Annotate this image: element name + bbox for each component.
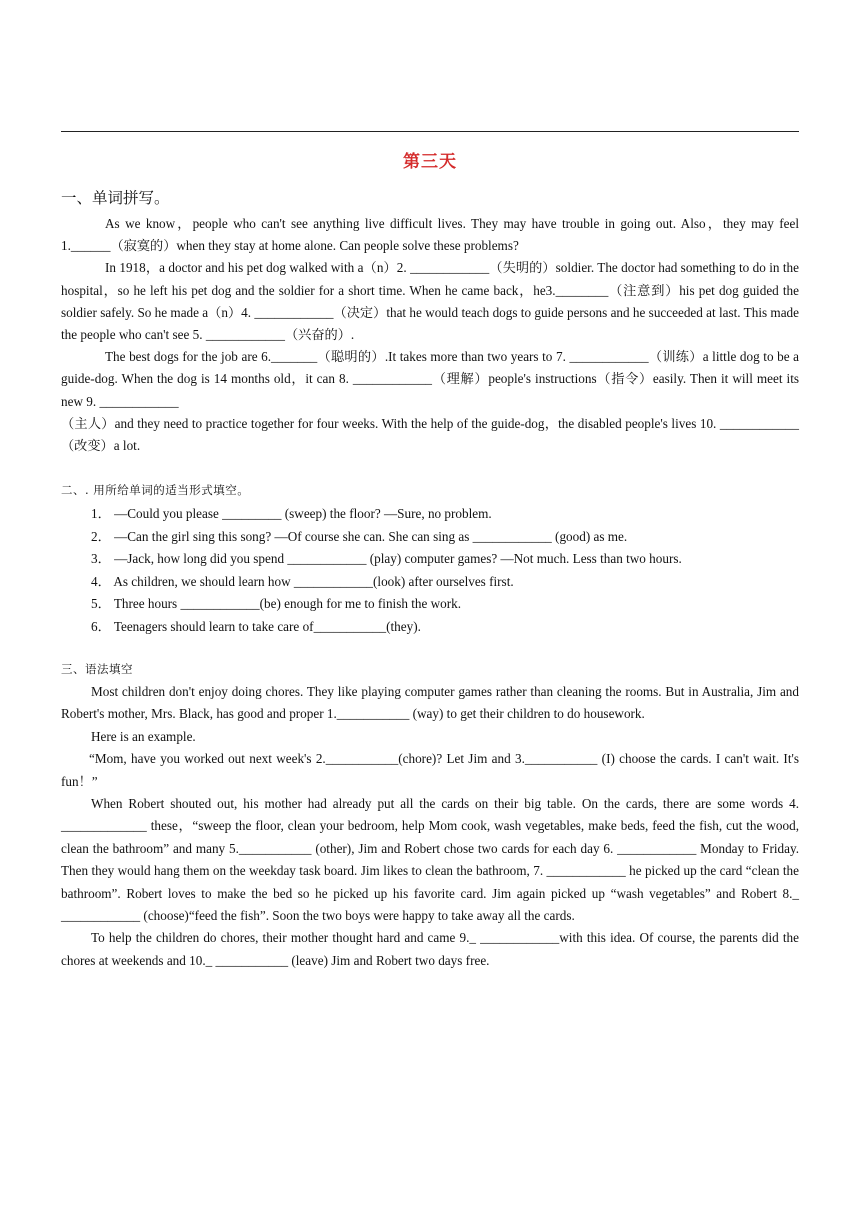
exercise-item-4: 4． As children, we should learn how ____________(look) after ourselves first.: [91, 574, 514, 589]
exercise-item-5: 5． Three hours ____________(be) enough for me to finish the work.: [91, 596, 462, 611]
exercise-item-1: 1． —Could you please _________ (sweep) the floor? —Sure, no problem.: [91, 506, 492, 521]
page-title: 第三天: [403, 152, 457, 172]
section3-paragraph-4: When Robert shouted out, his mother had already put all the cards on their big table. On the cards, there are some words 4. _____________ these，“sweep the floor, clean your bedroom, help Mom cook, wash vegetables, make beds, feed the fish, cut the wood, clean the bathroom” and many 5.___________ (other), Jim and Robert chose two cards for each day 6. ____________ Monday to Friday. Then they would hang them on the weekday task board. Jim likes to clean the bathroom, 7. ____________ he picked up the card “clean the bathroom”. Robert loves to make the bed so he picked up his favorite card. Jim again picked up “wash vegetables” and Robert 8._ ____________ (choose)“feed the fish”. Soon the two boys were happy to take away all the cards.: [61, 796, 799, 924]
section3-paragraph-5: To help the children do chores, their mother thought hard and came 9._ ____________with this idea. Of course, the parents did the chores at weekends and 10._ ___________ (leave) Jim and Robert two days free.: [61, 930, 799, 968]
section1-paragraph-4: （主人）and they need to practice together for four weeks. With the help of the guide-dog，the disabled people's lives 10. ____________（改变）a lot.: [61, 415, 799, 454]
section1-paragraph-2: In 1918，a doctor and his pet dog walked with a（n）2. ____________（失明的）soldier. The doctor had something to do in the hospital，so he left his pet dog and the soldier for a short time. When he came back，he3.________（注意到）his pet dog guided the soldier safely. So he made a（n）4. ____________（决定）that he would teach dogs to guide persons and he succeeded at last. This made the people who can't see 5. ____________（兴奋的）.: [61, 260, 799, 343]
exercise-item-6: 6． Teenagers should learn to take care of___________(they).: [91, 619, 421, 634]
exercise-item-3: 3． —Jack, how long did you spend ____________ (play) computer games? —Not much. Less than two hours.: [91, 551, 682, 566]
section1-paragraph-1: As we know，people who can't see anything live difficult lives. They may have trouble in going out. Also，they may feel 1.______（寂寞的）when they stay at home alone. Can people solve these problems?: [61, 216, 799, 254]
section1-body: [61, 213, 799, 457]
section2-heading: 二、. 用所给单词的适当形式填空。: [61, 483, 250, 497]
section1-paragraph-3: The best dogs for the job are 6._______（聪明的）.It takes more than two years to 7. ____________（训练）a little dog to be a guide-dog. When the dog is 14 months old，it can 8. ____________（理解）people's instructions（指令）easily. Then it will meet its new 9. ____________: [61, 349, 799, 409]
section3-heading: 三、语法填空: [61, 662, 133, 676]
section3-body: [61, 681, 799, 972]
exercise-item-2: 2． —Can the girl sing this song? —Of course she can. She can sing as ____________ (good) as me.: [91, 529, 628, 544]
section1-heading: 一、单词拼写。: [61, 189, 170, 207]
section3-paragraph-1: Most children don't enjoy doing chores. They like playing computer games rather than cleaning the rooms. But in Australia, Jim and Robert's mother, Mrs. Black, has good and proper 1.___________ (way) to get their children to do housework.: [61, 684, 799, 722]
section3-paragraph-3: “Mom, have you worked out next week's 2.___________(chore)? Let Jim and 3.___________ (I) choose the cards. I can't wait. It's fun！”: [61, 751, 799, 789]
section3-paragraph-2: Here is an example.: [91, 728, 196, 744]
header-rule: [61, 131, 799, 132]
